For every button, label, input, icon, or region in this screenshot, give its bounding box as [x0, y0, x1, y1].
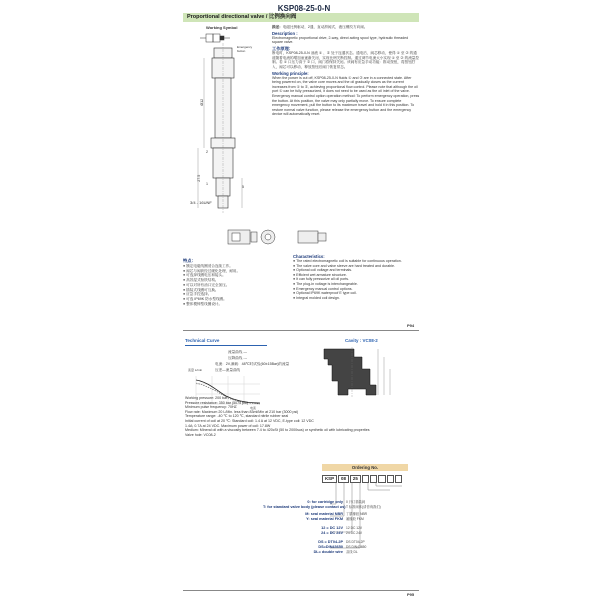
spec-line: Valve hole: VC08-2 — [185, 432, 216, 437]
order-left-label: 24 = DC 24V — [321, 531, 343, 535]
ordering-title: Ordering No. — [322, 464, 408, 471]
order-right-label: 24 DC 24V — [346, 531, 363, 535]
curve-ylabel: 流量 L/min — [188, 368, 203, 372]
features-en-label: Characteristics: — [293, 254, 325, 259]
feature-en-item: ● It can fully pressurize all oil ports. — [293, 277, 350, 282]
feature-cn-item: ● 可以对所有油口完全加压。 — [183, 282, 230, 287]
code-part: 25 — [350, 475, 361, 483]
page-number-top: P94 — [407, 323, 415, 328]
feature-cn-item: ● 可选 IP69K 防水型线圈。 — [183, 296, 227, 301]
dim-d4: 2 — [206, 150, 208, 154]
order-right-label: DS DIN43650 — [346, 545, 367, 549]
feature-en-item: ● The rated electromagnetic coil is suitable for continuous operation. — [293, 259, 402, 263]
feature-cn-item: ● 额定电磁线圈适合连续工作。 — [183, 264, 233, 268]
spec-line: Initial current of coil at 20 ℃: Standard coil: 1.4 A at 12 VDC, E-type coil: 12 VDC — [185, 418, 314, 423]
cavity-title: Cavity : VC08-2 — [345, 338, 378, 343]
curve-legend-2: 压降曲线 --- — [228, 356, 247, 360]
curve-note-2: 压差—流量曲线 — [215, 368, 241, 372]
order-right-label: 丁腈橡胶 NBR — [346, 512, 368, 516]
valve-symbol — [200, 34, 230, 42]
spec-line: 1.4A; 0.7A at 24 VDC. Maximum power of coil: 17.8W — [185, 423, 271, 428]
principle-cn-label: 工作原理： — [272, 45, 293, 51]
feature-cn-item: ● 高效湿式衔铁结构。 — [183, 278, 219, 283]
subtitle-bar: Proportional directional valve / 比例换向阀 — [183, 13, 419, 22]
side-views — [218, 222, 338, 252]
curve-legend-1: 流量曲线 — — [228, 350, 247, 354]
page-title: KSP08-25-0-N — [277, 4, 331, 13]
order-right-label: 0 只订插装阀 — [346, 500, 366, 504]
code-part: 08 — [338, 475, 349, 483]
order-right-label: DS DT04-2P — [346, 540, 365, 544]
cavity-drawing — [318, 345, 408, 399]
order-left-label: DL= double wire — [313, 550, 343, 554]
curve-title: Technical Curve — [185, 338, 220, 343]
emergency-label: Emergency button — [237, 45, 253, 53]
spec-line: Temperature range: -40 ℃ to 120 ℃, standard nitrile rubber seal — [185, 414, 289, 419]
curve-xlabel: 电流 — [250, 406, 257, 410]
order-right-label: 氟橡胶 FKM — [346, 517, 364, 521]
order-left-label: T: for standard valve body (please contact us) — [263, 505, 346, 509]
order-left-label: 12 = DC 12V — [321, 526, 343, 530]
order-right-label: 12 DC 12V — [346, 526, 363, 530]
dim-d5: 1 — [206, 182, 208, 186]
spec-line: Medium: Mineral oil with a viscosity between 7.4 to 420cSt (50 to 2000sus) or synthetic oil with lubricating properties — [185, 428, 370, 433]
spec-line: Working pressure: 200 bar — [185, 396, 228, 400]
order-left-label: M: seal material NBR — [305, 512, 343, 516]
divider — [183, 330, 419, 331]
feature-en-item: ● Optional IP69K waterproof E type coil. — [293, 291, 357, 296]
description-en: Electromagnetic proportional drive, 2-way, direct acting spool type, hydraulic threaded square valve. — [272, 35, 409, 45]
code-part: KSP — [322, 475, 337, 483]
feature-en-item: ● The valve core and valve sleeve are hard treated and durable. — [293, 263, 395, 268]
order-left-label: DS=DIN43650 — [318, 545, 343, 549]
feature-cn-item: ● 阀芯与阀套经过硬化处理，耐用。 — [183, 268, 241, 273]
order-right-label: 双线 DL — [346, 550, 358, 554]
principle-en: When the power is cut off, KSP08-25-0-N fluids ① and ② are in a connected state. After being powered on, the valve core moves and the oil gradually closes as the current increases from ① to ②, achieving proportional flow control. Please note that although the oil port ① can be fully pressurized, it does not need to be used as the oil inlet of the valve. Emergency manual control option operation method: To perform emergency operation, press the button. At this position, the valve may only partially move. To ensure complete emergency movement, pull the button to its maximum travel and hold it in this position. To restore normal valve function, please release the emergency button and the emergency device will automatically reset. — [272, 75, 420, 117]
description-cn: 描述：电磁比例驱动，2通，直动滑阀式，液压螺纹方向阀。 — [272, 25, 368, 29]
feature-cn-item: ● 整体模铸型线圈设计。 — [183, 301, 223, 306]
principle-cn: 断电时，KSP08-25-0-N 油液 ① 、② 处于连通状态。通电后，阀芯移动，使得 ① 至 ② 的通道随着电流的增加而逐渐关闭，实现比例关断控制。通过调节电流大小实现 ① 至 ② 的流量控制。若 ① 口压力高于 ② 口，阀门将保持关闭。该阀有应急手动功能：推动按钮，将按钮拧入，阀芯可以移动，释放按钮后阀门恢复常态。 — [272, 50, 419, 69]
feature-en-item: ● Integral molded coil design. — [293, 295, 340, 300]
working-symbol-label: Working Symbol — [206, 25, 238, 30]
dim-d3: 27.5 — [197, 174, 202, 182]
principle-en-label: Working principle: — [272, 70, 309, 76]
order-right-label: T 标准阀体(请咨询我们) — [346, 505, 381, 509]
description-en-label: Description : — [272, 30, 298, 36]
order-left-label: DS = DT04-2P — [318, 540, 343, 544]
feature-cn-item: ● 可选择线圈电压和接头。 — [183, 273, 226, 278]
curve-title-line — [185, 345, 267, 346]
spec-line: Pressure resistance: 350 bar (5075 psi) — [185, 400, 248, 405]
features-cn-label: 特点： — [183, 258, 196, 263]
thread-label: 3/4 - 16UNF — [190, 200, 212, 205]
dim-d2: 5 — [242, 185, 244, 189]
order-left-label: 0: for cartridge only — [307, 500, 343, 504]
feature-cn-item: ● 插装式线圈可互换。 — [183, 287, 219, 292]
footer-divider — [183, 590, 419, 591]
feature-en-item: ● Efficient wet armature structure. — [293, 272, 347, 277]
feature-en-item: ● The plug-in voltage is interchangeable. — [293, 281, 358, 286]
order-left-label: Y: seal material FKM — [306, 517, 343, 521]
spec-line: Minimum pulse frequency: 70HZ — [185, 405, 237, 410]
dim-d1: Ø12 — [200, 98, 205, 106]
page-number-bottom: P95 — [407, 592, 415, 597]
feature-en-item: ● Emergency manual control options. — [293, 286, 353, 291]
spec-line: Flow rate: Maximum 20 L/Min. less than 83ml/Min at 210 bar (3000 psi) — [185, 409, 299, 414]
curve-note-1: 电流：2V,满载：48℃时试验(60±15Bar)的流量 — [215, 362, 290, 366]
feature-en-item: ● Optional coil voltage and terminals. — [293, 268, 353, 273]
feature-cn-item: ● 应急手控选择。 — [183, 292, 212, 297]
